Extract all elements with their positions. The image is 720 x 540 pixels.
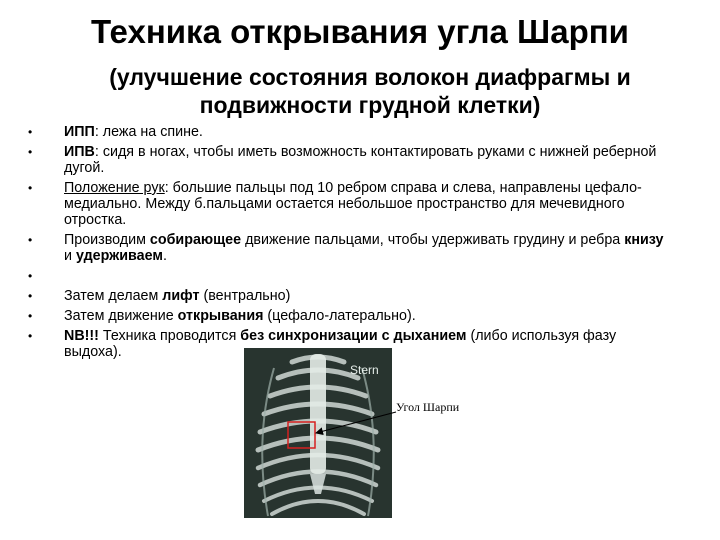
bullet-dot: • — [28, 269, 33, 283]
bullet-text-part: Производим — [64, 232, 150, 248]
bullet-bold-part: книзу — [624, 232, 664, 248]
bullet-bold-part: без синхронизации с дыханием — [240, 328, 467, 344]
bullet-ipp-label: ИПП — [64, 124, 95, 140]
subtitle-line-2: подвижности грудной клетки) — [199, 92, 541, 118]
bullet-ipv-label: ИПВ — [64, 144, 95, 160]
page-title: Техника открывания угла Шарпи — [91, 13, 629, 50]
bullet-ipv — [22, 144, 672, 176]
bullet-hand-position — [22, 180, 672, 228]
bullet-bold-part: удерживаем — [75, 248, 163, 264]
bullet-bold-part: лифт — [162, 288, 200, 304]
bullet-ipp — [22, 124, 672, 140]
bullet-text-part: движение пальцами, чтобы удерживать грудину и ребра — [241, 232, 625, 248]
bullet-text-part: и — [64, 248, 76, 264]
sternum-label: Stern — [350, 363, 379, 377]
bullet-text-part: . — [162, 248, 167, 264]
bullet-text-part: Затем движение — [64, 308, 178, 324]
page-subtitle — [40, 63, 700, 119]
bullet-hand-position-text: : большие пальцы под 10 ребром справа и слева, направлены цефало-медиально. Между б.пальцами остается небольшое пространство для мечевидного отростка. — [64, 180, 642, 228]
bullet-text-part: (вентрально) — [199, 288, 291, 304]
bullet-ipp-text: : лежа на спине. — [94, 124, 203, 140]
bullet-opening — [22, 308, 672, 324]
subtitle-line-1: (улучшение состояния волокон диафрагмы и — [109, 64, 631, 90]
sternum — [310, 354, 326, 474]
bullet-dot: • — [28, 289, 33, 303]
bullet-bold-part: открывания — [177, 308, 264, 324]
bullet-dot: • — [28, 329, 33, 343]
bullet-text-part: (либо используя фазу выдоха). — [64, 328, 617, 360]
bullet-lift — [22, 288, 672, 304]
bullet-gathering-movement — [22, 232, 672, 264]
bullet-list — [22, 124, 672, 364]
bullet-dot: • — [28, 181, 33, 195]
bullet-ipv-text: : сидя в ногах, чтобы иметь возможность контактировать руками с нижней реберной дугой. — [64, 144, 657, 176]
bullet-text-part: (цефало-латерально). — [263, 308, 416, 324]
bullet-text-part: Затем делаем — [64, 288, 163, 304]
bullet-hand-position-label: Положение рук — [64, 180, 165, 196]
bullet-text-part: Техника проводится — [98, 328, 241, 344]
bullet-dot: • — [28, 145, 33, 159]
callout-label: Угол Шарпи — [396, 400, 460, 414]
bullet-dot: • — [28, 233, 33, 247]
chest-xray-image — [244, 348, 392, 518]
bullet-dot: • — [28, 125, 33, 139]
bullet-empty — [22, 268, 672, 284]
bullet-dot: • — [28, 309, 33, 323]
bullet-bold-part: собирающее — [149, 232, 242, 248]
bullet-bold-part: NB!!! — [64, 328, 99, 344]
